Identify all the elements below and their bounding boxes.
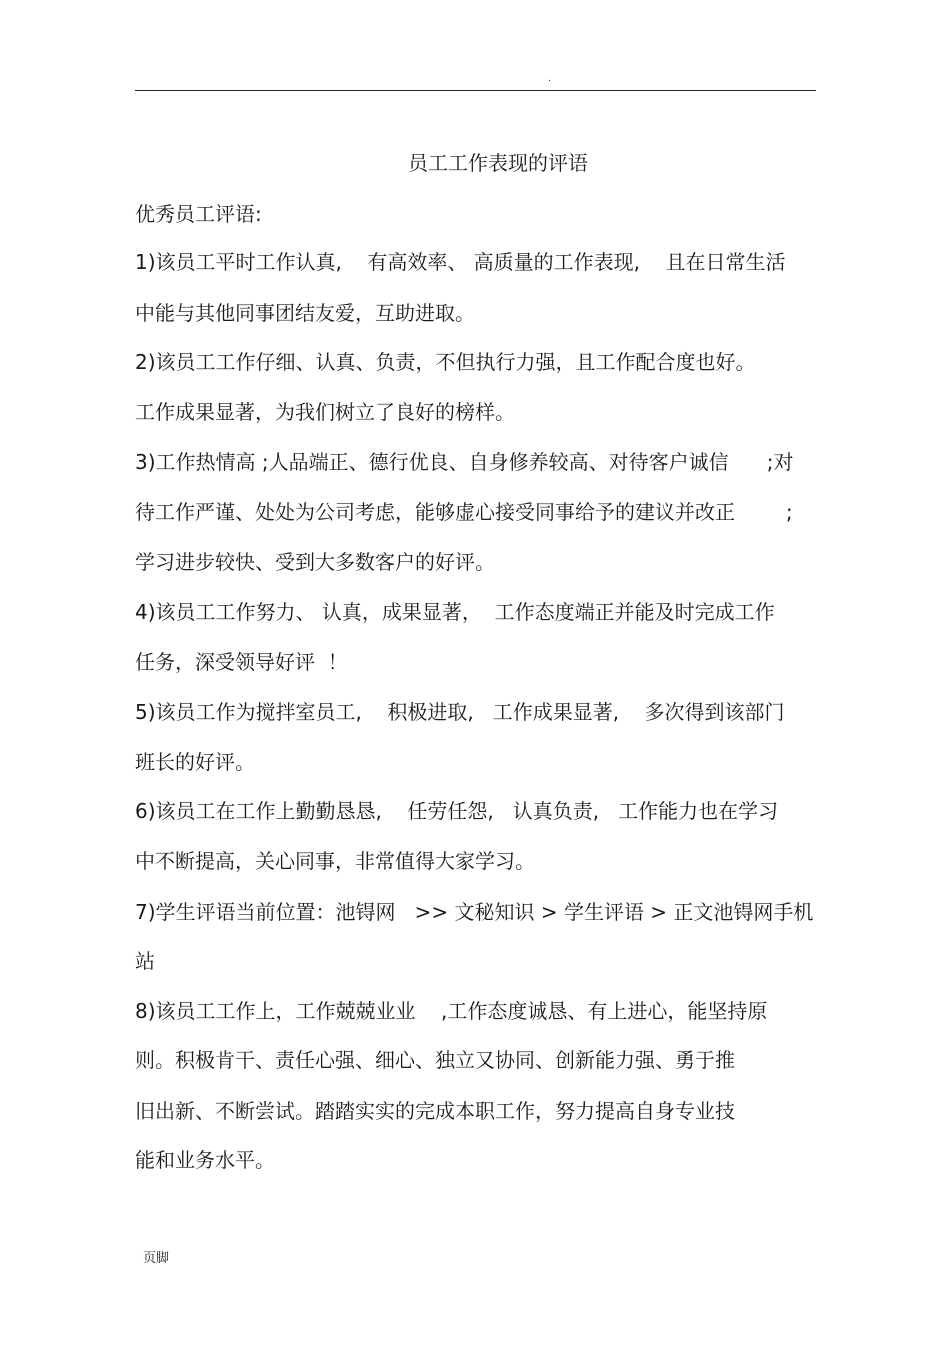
body-line-20: 能和业务水平。 [135, 1148, 275, 1172]
page-footer: 页脚 [143, 1251, 170, 1266]
body-line-13: 6)该员工在工作上勤勤恳恳, 任劳任怨, 认真负责, 工作能力也在学习 [135, 799, 779, 823]
body-line-5: 工作成果显著，为我们树立了良好的榜样。 [135, 400, 515, 424]
document-title-text: 员工工作表现的评语 [408, 151, 588, 175]
body-line-4: 2)该员工工作仔细、认真、负责，不但执行力强，且工作配合度也好。 [135, 350, 756, 374]
header-mark: . [548, 73, 552, 84]
body-line-12: 班长的好评。 [135, 750, 255, 774]
body-line-15: 7)学生评语当前位置：池锝网 >> 文秘知识 > 学生评语 > 正文池锝网手机 [135, 900, 814, 924]
body-line-17: 8)该员工工作上，工作兢兢业业 ,工作态度诚恳、有上进心，能坚持原 [135, 999, 768, 1023]
body-line-8: 学习进步较快、受到大多数客户的好评。 [135, 550, 495, 574]
body-line-14: 中不断提高，关心同事，非常值得大家学习。 [135, 849, 535, 873]
body-line-7: 待工作严谨、处处为公司考虑，能够虚心接受同事给予的建议并改正 ; [135, 500, 793, 524]
body-line-3: 中能与其他同事团结友爱，互助进取。 [135, 301, 475, 325]
body-line-1: 优秀员工评语: [135, 202, 262, 226]
body-line-16: 站 [135, 949, 155, 973]
body-line-6: 3)工作热情高 ;人品端正、德行优良、自身修养较高、对待客户诚信 ;对 [135, 450, 794, 474]
body-line-2: 1)该员工平时工作认真, 有高效率、 高质量的工作表现, 且在日常生活 [135, 250, 786, 274]
body-line-9: 4)该员工工作努力、 认真，成果显著， 工作态度端正并能及时完成工作 [135, 600, 775, 624]
body-line-11: 5)该员工作为搅拌室员工, 积极进取, 工作成果显著, 多次得到该部门 [135, 700, 785, 724]
body-line-19: 旧出新、不断尝试。踏踏实实的完成本职工作，努力提高自身专业技 [135, 1099, 735, 1123]
header-rule [135, 90, 816, 91]
document-title [0, 148, 950, 178]
body-line-18: 则。积极肯干、责任心强、细心、独立又协同、创新能力强、勇于推 [135, 1048, 735, 1072]
body-line-10: 任务，深受领导好评 ！ [135, 650, 348, 674]
